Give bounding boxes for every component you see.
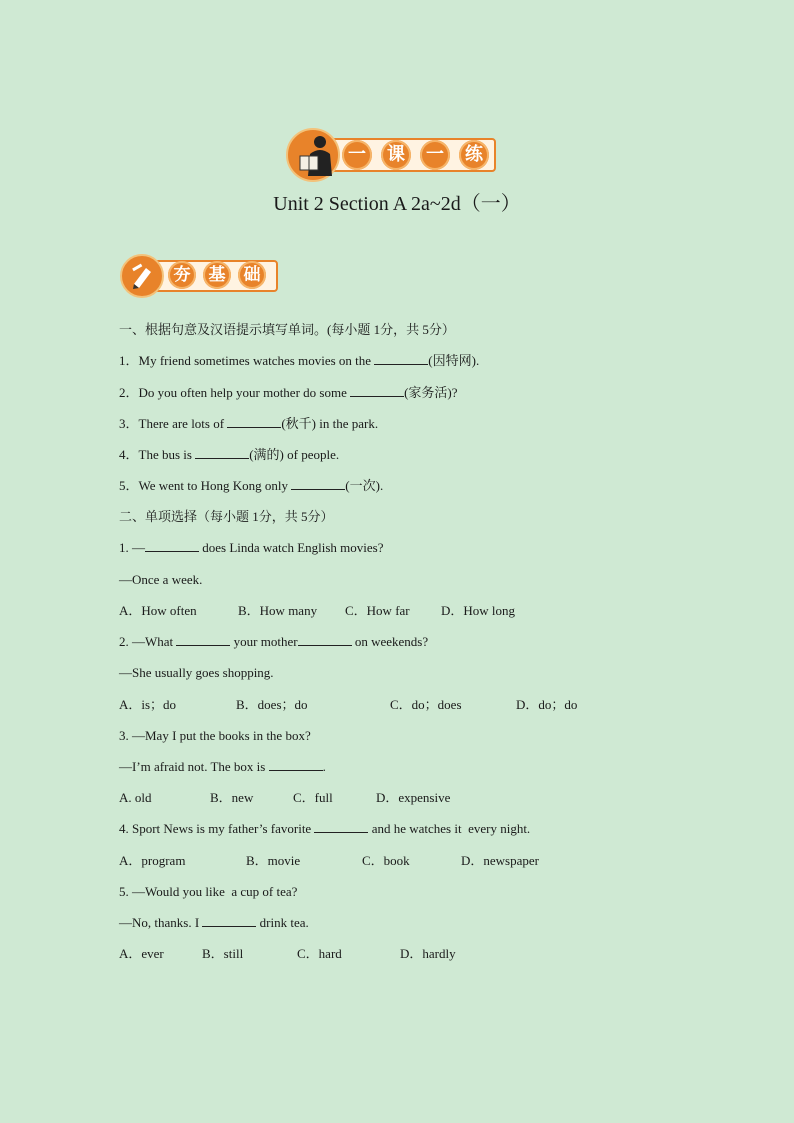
option-1a[interactable]: A．How often (119, 603, 197, 618)
section-char-1: 夯 (168, 261, 196, 289)
section-char-3: 础 (238, 261, 266, 289)
option-5a[interactable]: A．ever (119, 946, 164, 961)
reading-person-icon (294, 132, 340, 182)
answer-blank[interactable] (298, 633, 352, 646)
lesson-banner (286, 128, 496, 182)
part2-answer-2: —She usually goes shopping. (119, 665, 274, 680)
option-4d[interactable]: D．newspaper (461, 853, 539, 868)
answer-blank[interactable] (145, 539, 199, 552)
section-banner (120, 254, 278, 298)
answer-blank[interactable] (269, 758, 323, 771)
answer-blank[interactable] (291, 477, 345, 490)
option-3c[interactable]: C．full (293, 790, 333, 805)
part1-item-3: 3．There are lots of (秋千) in the park. (119, 416, 379, 431)
part2-question-4: 4. Sport News is my father’s favorite and he watches it every night. (119, 821, 531, 836)
part1-item-2: 2．Do you often help your mother do some (家务活)? (119, 385, 458, 400)
part1-heading: 一、根据句意及汉语提示填写单词。(每小题 1分，共 5分） (119, 322, 455, 337)
answer-blank[interactable] (176, 633, 230, 646)
banner-char-4: 练 (459, 140, 489, 170)
option-1c[interactable]: C．How far (345, 603, 410, 618)
option-2a[interactable]: A．is；do (119, 697, 177, 712)
answer-blank[interactable] (350, 384, 404, 397)
option-1b[interactable]: B．How many (238, 603, 318, 618)
option-4b[interactable]: B．movie (246, 853, 301, 868)
part1-item-4: 4．The bus is (满的) of people. (119, 447, 340, 462)
option-2b[interactable]: B．does；do (236, 697, 308, 712)
part2-answer-1: —Once a week. (119, 572, 203, 587)
option-5d[interactable]: D．hardly (400, 946, 456, 961)
section-char-2: 基 (203, 261, 231, 289)
option-3b[interactable]: B．new (210, 790, 254, 805)
option-4a[interactable]: A．program (119, 853, 186, 868)
option-2d[interactable]: D．do；do (516, 697, 578, 712)
part2-question-2: 2. —What your mother on weekends? (119, 634, 429, 649)
answer-blank[interactable] (314, 820, 368, 833)
option-3d[interactable]: D．expensive (376, 790, 451, 805)
part2-question-5: 5. —Would you like a cup of tea? (119, 884, 298, 899)
banner-char-3: 一 (420, 140, 450, 170)
option-5c[interactable]: C．hard (297, 946, 342, 961)
option-4c[interactable]: C．book (362, 853, 410, 868)
part2-answer-5: —No, thanks. I drink tea. (119, 915, 309, 930)
answer-blank[interactable] (227, 415, 281, 428)
banner-char-1: 一 (342, 140, 372, 170)
part1-item-1: 1．My friend sometimes watches movies on the (因特网). (119, 353, 480, 368)
part2-answer-3: —I’m afraid not. The box is . (119, 759, 326, 774)
option-1d[interactable]: D．How long (441, 603, 516, 618)
answer-blank[interactable] (195, 446, 249, 459)
part2-question-3: 3. —May I put the books in the box? (119, 728, 311, 743)
option-3a[interactable]: A. old (119, 790, 152, 805)
part1-item-5: 5．We went to Hong Kong only (一次). (119, 478, 384, 493)
option-2c[interactable]: C．do；does (390, 697, 462, 712)
page-title: Unit 2 Section A 2a~2d（一） (273, 193, 521, 215)
part2-question-1: 1. — does Linda watch English movies? (119, 540, 384, 555)
part2-heading: 二、单项选择（每小题 1分，共 5分） (119, 509, 334, 524)
pencil-icon (128, 262, 156, 290)
option-5b[interactable]: B．still (202, 946, 244, 961)
answer-blank[interactable] (374, 352, 428, 365)
answer-blank[interactable] (202, 914, 256, 927)
banner-char-2: 课 (381, 140, 411, 170)
